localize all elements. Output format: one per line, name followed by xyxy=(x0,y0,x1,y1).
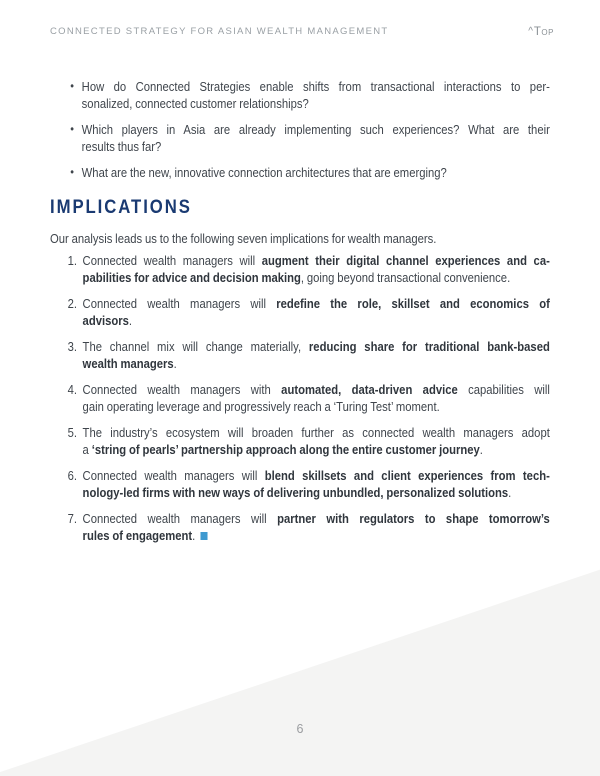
item-number: 5. xyxy=(67,425,78,440)
list-item xyxy=(50,381,550,415)
item-number: 6. xyxy=(67,468,78,483)
text-line: Connected wealth managers will blend skillsets and client experiences from tech- xyxy=(82,468,550,483)
document-title: CONNECTED STRATEGY FOR ASIAN WEALTH MANAGEMENT xyxy=(50,26,389,37)
list-item xyxy=(50,467,550,501)
list-item xyxy=(50,338,550,372)
section-heading-implications: IMPLICATIONS xyxy=(50,197,192,218)
item-text xyxy=(83,295,550,329)
text-line: results thus far? xyxy=(81,139,162,154)
text-line: How do Connected Strategies enable shifts from transactional interactions to per- xyxy=(81,79,550,94)
item-text xyxy=(83,252,550,286)
item-number: 4. xyxy=(67,382,78,397)
text-line: nology-led firms with new ways of delivering unbundled, personalized solutions. xyxy=(82,485,512,500)
item-text xyxy=(83,338,550,372)
text-line: a ‘string of pearls’ partnership approach along the entire customer journey. xyxy=(82,442,483,457)
page-number: 6 xyxy=(296,722,304,736)
item-number: 3. xyxy=(67,339,78,354)
page-content xyxy=(50,78,550,553)
page-header xyxy=(50,26,554,39)
list-item xyxy=(50,424,550,458)
text-line: Connected wealth managers will redefine the role, skillset and economics of xyxy=(82,296,550,311)
bullet-icon: • xyxy=(70,79,74,93)
text-line: The channel mix will change materially, reducing share for traditional bank-based xyxy=(82,339,550,354)
bullet-text xyxy=(82,164,550,181)
text-line: gain operating leverage and progressively reach a ‘Turing Test’ moment. xyxy=(82,399,440,414)
text-line: pabilities for advice and decision making, going beyond transactional convenience. xyxy=(82,270,511,285)
item-number: 7. xyxy=(67,511,78,526)
bullet-text xyxy=(82,78,550,112)
text-line: wealth managers. xyxy=(82,356,177,371)
item-text xyxy=(83,467,550,501)
bullet-item xyxy=(50,78,550,112)
text-line: What are the new, innovative connection architectures that are emerging? xyxy=(81,165,447,180)
end-of-article-square-icon xyxy=(201,532,208,540)
top-link-label: Top xyxy=(533,26,554,38)
top-link[interactable] xyxy=(528,26,554,39)
text-line: Which players in Asia are already implementing such experiences? What are their xyxy=(81,122,550,137)
list-item xyxy=(50,510,550,544)
text-line: Connected wealth managers will partner with regulators to shape tomorrow’s xyxy=(82,511,550,526)
bullet-icon: • xyxy=(70,122,74,136)
bullet-text xyxy=(82,121,550,155)
numbered-list xyxy=(50,252,550,544)
text-line: Connected wealth managers will augment their digital channel experiences and ca- xyxy=(82,253,550,268)
bullet-item xyxy=(50,164,550,181)
text-line: Connected wealth managers with automated, data-driven advice capabilities will xyxy=(82,382,550,397)
bullet-item xyxy=(50,121,550,155)
item-text xyxy=(83,510,550,544)
text-line: sonalized, connected customer relationships? xyxy=(81,96,309,111)
intro-paragraph: Our analysis leads us to the following seven implications for wealth managers. xyxy=(50,231,437,246)
item-text xyxy=(83,381,550,415)
item-text xyxy=(83,424,550,458)
text-line: The industry’s ecosystem will broaden further as connected wealth managers adopt xyxy=(82,425,550,440)
bullet-icon: • xyxy=(70,165,74,179)
text-line: advisors. xyxy=(82,313,133,328)
item-number: 1. xyxy=(67,253,78,268)
list-item xyxy=(50,295,550,329)
list-item xyxy=(50,252,550,286)
text-line: rules of engagement. xyxy=(83,527,550,544)
item-number: 2. xyxy=(67,296,78,311)
chevron-up-icon: ^ xyxy=(528,26,533,37)
